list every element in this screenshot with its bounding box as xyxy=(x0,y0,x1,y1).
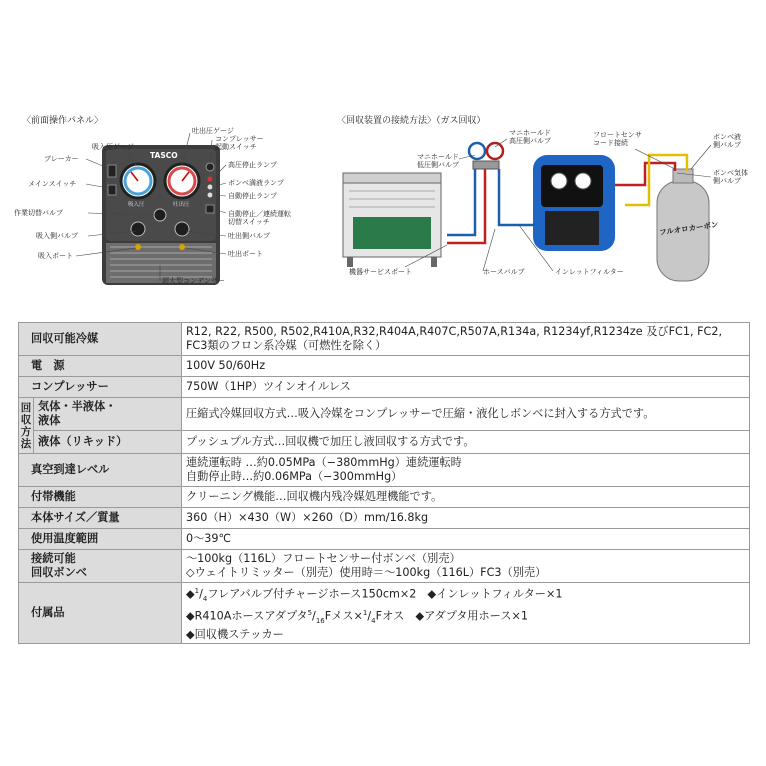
table-row xyxy=(19,550,750,583)
accessories-line-2: ◆R410Aホースアダプタ$^5/_{16}F$メス$\times^1/_4F$オス ◆アダプタ用ホース×1 xyxy=(185,608,528,625)
spec-value: 〜100kg（116L）フロートセンサー付ボンベ（別売） ◇ウェイトリミッター（別売）使用時＝〜100kg（116L）FC3（別売） xyxy=(181,550,749,583)
brand-logo: TASCO xyxy=(150,151,178,160)
table-row xyxy=(19,377,750,398)
manifold-low-gauge xyxy=(469,143,485,159)
table-row xyxy=(19,431,750,454)
label-manifold-low: マニホールド 低圧側バルブ xyxy=(417,153,459,169)
label-manifold-high: マニホールド 高圧側バルブ xyxy=(509,129,551,145)
label-suction-gauge: 吸入圧ゲージ xyxy=(92,143,134,151)
table-row xyxy=(19,487,750,508)
spec-value: クリーニング機能…回収機内残冷媒処理機能です。 xyxy=(181,487,749,508)
spec-label: 付帯機能 xyxy=(19,487,182,508)
label-compressor-switch: コンプレッサー 起動スイッチ xyxy=(215,135,264,151)
table-row xyxy=(19,398,750,431)
connection-illustration xyxy=(335,125,755,290)
accessories-label: 付属品 xyxy=(19,583,182,644)
label-discharge-valve: 吐出側バルブ xyxy=(228,232,270,240)
table-row xyxy=(19,454,750,487)
spec-label: 接続可能 回収ボンベ xyxy=(19,550,182,583)
spec-value: 360（H）×430（W）×260（D）mm/16.8kg xyxy=(181,508,749,529)
label-hose-valve: ホースバルブ xyxy=(483,268,525,276)
method-label: 回 収 方 法 xyxy=(19,398,34,454)
table-row xyxy=(19,529,750,550)
label-suction-valve: 吸入側バルブ xyxy=(36,232,78,240)
label-main-switch: メインスイッチ xyxy=(28,180,77,188)
spec-value: 100V 50/60Hz xyxy=(181,356,749,377)
spec-label: 電 源 xyxy=(19,356,182,377)
label-condenser: 超大型コンデンサー xyxy=(162,277,225,285)
label-inlet-filter: インレットフィルター xyxy=(555,268,624,276)
spec-value: 圧縮式冷媒回収方式…吸入冷媒をコンプレッサーで圧縮・液化しボンベに封入する方式です。 xyxy=(181,398,749,431)
connection-caption: 〈回収装置の接続方法〉（ガス回収） xyxy=(337,116,486,126)
label-suction-port: 吸入ポート xyxy=(38,252,73,260)
manifold-high-gauge xyxy=(487,143,503,159)
spec-table xyxy=(18,322,750,644)
label-discharge-gauge: 吐出圧ゲージ xyxy=(192,127,234,135)
gauge-left-caption: 吸入圧 xyxy=(128,202,145,208)
spec-label: コンプレッサー xyxy=(19,377,182,398)
spec-label: 回収可能冷媒 xyxy=(19,323,182,356)
spec-label: 液体（リキッド） xyxy=(34,431,182,454)
spec-label: 気体・半液体・ 液体 xyxy=(34,398,182,431)
ac-unit-panel xyxy=(353,217,431,249)
table-row xyxy=(19,508,750,529)
connection-diagram xyxy=(335,125,755,290)
cylinder-label: フルオロカーボン xyxy=(658,219,719,238)
label-auto-switch: 自動停止／連続運転 切替スイッチ xyxy=(228,210,291,226)
label-cyl-gas-valve: ボンベ気体 側バルブ xyxy=(713,169,748,185)
spec-label: 使用温度範囲 xyxy=(19,529,182,550)
label-discharge-port: 吐出ポート xyxy=(228,250,263,258)
accessories-line-1: $◆^1/_4$フレアバルブ付チャージホース150cm×2 ◆インレットフィルター×1 xyxy=(185,587,563,603)
spec-value: プッシュプル方式…回収機で加圧し液回収する方式です。 xyxy=(181,431,749,454)
spec-value: 750W（1HP）ツインオイルレス xyxy=(181,377,749,398)
spec-value: 0〜39℃ xyxy=(181,529,749,550)
label-operation-valve: 作業切替バルブ xyxy=(14,209,63,217)
label-breaker: ブレーカー xyxy=(44,155,79,163)
front-panel-caption: 〈前面操作パネル〉 xyxy=(22,116,104,126)
label-float-sensor: フロートセンサ コード接続 xyxy=(593,131,642,147)
spec-label: 真空到達レベル xyxy=(19,454,182,487)
label-cylinder-full-lamp: ボンベ満液ランプ xyxy=(228,179,284,187)
accessories-line-3: ◆回収機ステッカー xyxy=(185,627,284,641)
label-auto-stop-lamp: 自動停止ランプ xyxy=(228,192,277,200)
front-panel-diagram xyxy=(14,125,330,290)
label-high-pressure-lamp: 高圧停止ランプ xyxy=(228,161,277,169)
table-row xyxy=(19,356,750,377)
accessories-value xyxy=(181,583,749,644)
table-row xyxy=(19,323,750,356)
label-service-port: 機器サービスポート xyxy=(349,268,412,276)
spec-value: 連続運転時 …約0.05MPa（−380mmHg）連続運転時 自動停止時…約0.06MPa（−300mmHg） xyxy=(181,454,749,487)
spec-value: R12, R22, R500, R502,R410A,R32,R404A,R407C,R507A,R134a, R1234yf,R1234ze 及びFC1, FC2, FC3類のフロン系冷媒（可燃性を除く） xyxy=(181,323,749,356)
spec-label: 本体サイズ／質量 xyxy=(19,508,182,529)
table-row xyxy=(19,583,750,644)
label-cyl-liquid-valve: ボンベ液 側バルブ xyxy=(713,133,741,149)
gauge-right-caption: 吐出圧 xyxy=(173,202,190,208)
